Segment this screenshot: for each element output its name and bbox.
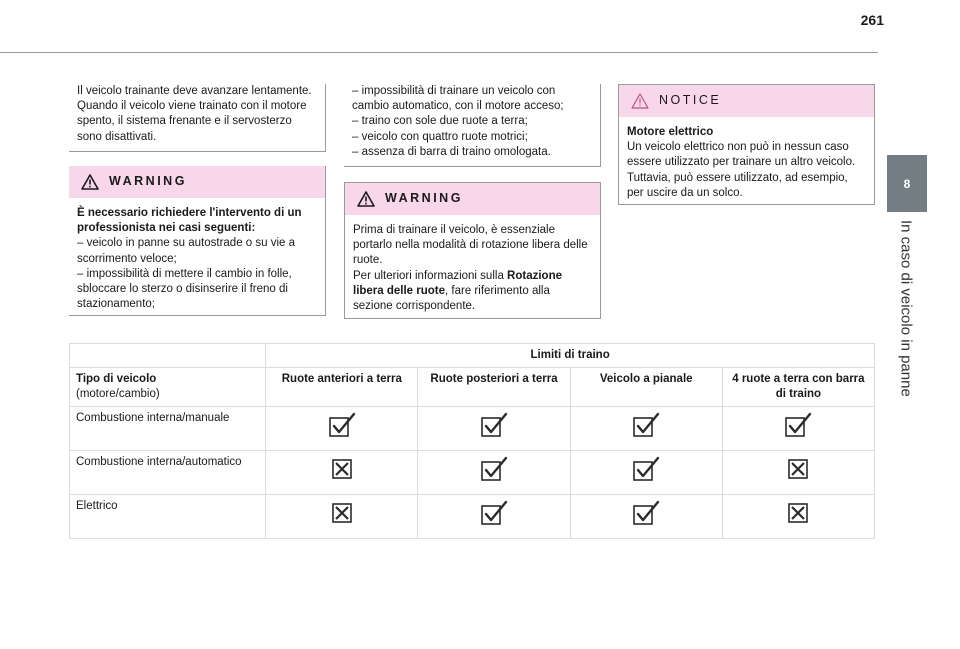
text-line: per uscire da un solco. [627, 186, 743, 199]
table-header-row [70, 368, 875, 407]
checkmark-icon [480, 412, 508, 438]
text-line: essere utilizzato per trainare un altro veicolo. [627, 156, 856, 169]
warning-triangle-icon [357, 191, 375, 207]
chapter-tab[interactable]: 8 [887, 155, 927, 212]
notice-box [618, 84, 875, 205]
warning-title: WARNING [109, 174, 187, 189]
checkmark-icon [328, 412, 356, 438]
text-line: Tuttavia, può essere utilizzato, ad esempio, [627, 171, 848, 184]
cross-icon [330, 501, 354, 525]
notice-heading: Motore elettrico [627, 126, 714, 138]
row-header-cell [70, 368, 266, 407]
warning-header [69, 166, 325, 198]
text-line: sono disattivati. [77, 130, 157, 143]
page-number: 261 [860, 12, 884, 28]
column-header: 4 ruote a terra con barra di traino [722, 368, 874, 407]
table-row [70, 407, 875, 451]
text-line: sezione corrispondente. [353, 300, 476, 313]
text-line: sbloccare lo sterzo o disinserire il freno di [77, 283, 288, 296]
status-cell [418, 451, 570, 495]
cross-icon [330, 457, 354, 481]
status-cell [266, 495, 418, 539]
status-cell [266, 407, 418, 451]
warning-body [345, 215, 600, 320]
checkmark-icon [480, 500, 508, 526]
notice-triangle-icon [631, 93, 649, 109]
text-line: – impossibilità di trainare un veicolo con [352, 85, 556, 97]
checkmark-icon [632, 412, 660, 438]
text-line: stazionamento; [77, 298, 155, 311]
notice-body [619, 117, 874, 207]
text-line: cambio automatico, con il motore acceso; [352, 100, 564, 113]
row-label: Combustione interna/automatico [70, 451, 266, 495]
status-cell [418, 407, 570, 451]
text-line: Prima di trainare il veicolo, è essenziale [353, 224, 555, 236]
text-line: – impossibilità di mettere il cambio in folle, [77, 267, 292, 280]
checkmark-icon [632, 500, 660, 526]
header-divider [0, 52, 878, 53]
ref-suffix: , fare riferimento alla [445, 284, 550, 297]
row-label: Combustione interna/manuale [70, 407, 266, 451]
notice-header [619, 85, 874, 117]
checkmark-icon [480, 456, 508, 482]
towing-limits-table [69, 343, 875, 539]
table-row [70, 451, 875, 495]
status-cell [722, 407, 874, 451]
column-header: Ruote anteriori a terra [266, 368, 418, 407]
text-line: scorrimento veloce; [77, 252, 177, 265]
status-cell [570, 495, 722, 539]
status-cell [722, 495, 874, 539]
status-cell [722, 451, 874, 495]
checkmark-icon [784, 412, 812, 438]
table-group-header-row [70, 344, 875, 368]
column-1 [69, 84, 326, 152]
ref-bold: Rotazione [507, 269, 562, 282]
row-header-sub: (motore/cambio) [76, 388, 160, 400]
notice-title: NOTICE [659, 93, 722, 108]
intro-paragraph [344, 84, 601, 167]
text-line: È necessario richiedere l'intervento di un [77, 207, 302, 219]
warning-box [69, 166, 326, 316]
warning-header [345, 183, 600, 215]
column-header: Veicolo a pianale [570, 368, 722, 407]
warning-title: WARNING [385, 191, 463, 206]
status-cell [570, 451, 722, 495]
warning-triangle-icon [81, 174, 99, 190]
text-line: ruote. [353, 254, 383, 267]
chapter-title-container [876, 220, 936, 420]
intro-paragraph [69, 84, 326, 152]
text-line: – veicolo con quattro ruote motrici; [352, 130, 528, 143]
text-line: portarlo nella modalità di rotazione libera delle [353, 239, 588, 252]
status-cell [266, 451, 418, 495]
status-cell [570, 407, 722, 451]
text-line: – veicolo in panne su autostrade o su vie a [77, 237, 296, 250]
status-cell [418, 495, 570, 539]
column-2 [344, 84, 601, 167]
ref-bold: libera delle ruote [353, 284, 446, 297]
warning-box [344, 182, 601, 319]
text-line: – traino con sole due ruote a terra; [352, 115, 528, 128]
table-row [70, 495, 875, 539]
chapter-title: In caso di veicolo in panne [897, 220, 915, 397]
group-header: Limiti di traino [266, 344, 875, 368]
warning-body [69, 198, 325, 318]
text-line: spento, il sistema frenante e il servosterzo [77, 115, 292, 128]
cross-icon [786, 457, 810, 481]
text-line: Il veicolo trainante deve avanzare lentamente. [77, 85, 312, 97]
reference-line [353, 269, 594, 284]
reference-line [353, 284, 594, 299]
cross-icon [786, 501, 810, 525]
text-line: professionista nei casi seguenti: [77, 222, 256, 235]
text-line: Quando il veicolo viene trainato con il motore [77, 100, 307, 113]
column-header: Ruote posteriori a terra [418, 368, 570, 407]
ref-prefix: Per ulteriori informazioni sulla [353, 269, 508, 282]
text-line: – assenza di barra di traino omologata. [352, 145, 551, 158]
table-corner-cell [70, 344, 266, 368]
text-line: Un veicolo elettrico non può in nessun caso [627, 141, 849, 154]
row-header-title: Tipo di veicolo [76, 373, 157, 385]
row-label: Elettrico [70, 495, 266, 539]
checkmark-icon [632, 456, 660, 482]
